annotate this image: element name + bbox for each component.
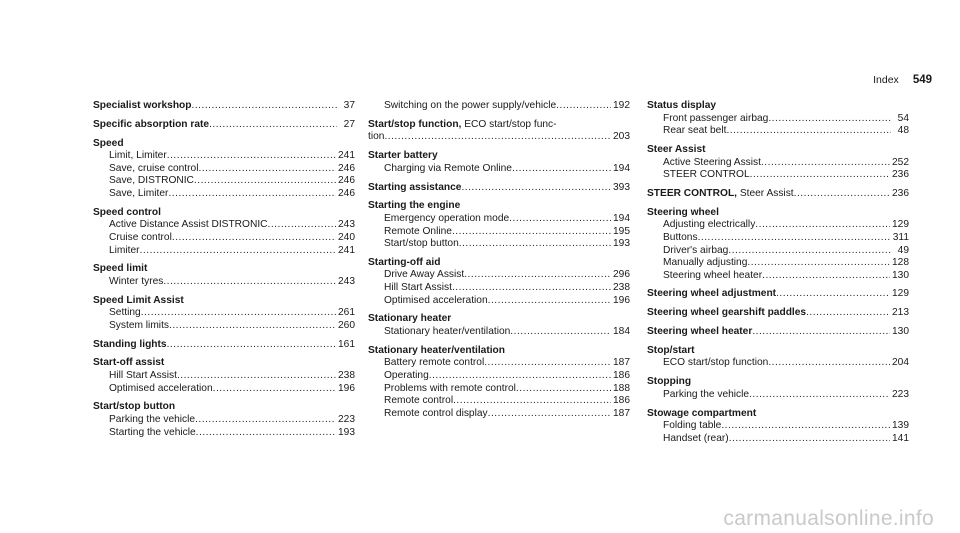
leader-dots	[213, 383, 336, 396]
index-entry-continuation[interactable]	[368, 131, 630, 144]
entry-title: STEER CONTROL,	[647, 187, 737, 199]
index-entry-line[interactable]	[93, 401, 355, 414]
page-ref: 192	[613, 100, 630, 111]
entry-text: Limiter	[109, 244, 140, 256]
index-entry	[368, 200, 630, 250]
entry-text	[368, 313, 451, 326]
entry-title: Stationary heater	[368, 313, 452, 325]
index-subentry[interactable]	[93, 219, 355, 232]
index-entry	[647, 100, 909, 138]
leader-dots	[750, 169, 890, 182]
entry-text	[93, 263, 147, 276]
index-subentry[interactable]	[93, 307, 355, 320]
page-ref: 48	[897, 125, 909, 137]
entry-text	[647, 408, 756, 421]
index-subentry[interactable]	[647, 125, 909, 138]
page-ref: 238	[613, 282, 630, 294]
entry-text: Remote Online	[384, 225, 452, 237]
index-entry	[647, 376, 909, 401]
index-entry-line[interactable]	[368, 345, 630, 358]
entry-text: Save, DISTRONIC	[109, 175, 194, 187]
index-subentry[interactable]	[93, 276, 355, 289]
index-entry	[93, 119, 355, 132]
entry-text	[647, 326, 752, 339]
page-ref: 238	[338, 370, 355, 381]
index-subentry[interactable]	[93, 383, 355, 396]
page-ref: 252	[892, 156, 909, 168]
entry-text	[647, 100, 716, 113]
entry-title: Stowage compartment	[647, 407, 757, 419]
entry-title: Steering wheel gearshift paddles	[647, 307, 807, 319]
index-entry-line[interactable]	[93, 339, 355, 352]
index-entry	[368, 182, 630, 195]
index-entry	[368, 119, 630, 144]
index-subentry[interactable]	[368, 326, 630, 339]
entry-text: Problems with remote control	[384, 382, 516, 394]
index-subentry[interactable]	[93, 163, 355, 176]
page-ref: 37	[343, 100, 355, 111]
leader-dots	[794, 188, 890, 201]
entry-title: Starting-off aid	[368, 256, 441, 268]
entry-text	[647, 307, 806, 320]
page-ref: 243	[338, 219, 355, 231]
leader-dots	[512, 163, 611, 176]
entry-inline-text: ECO start/stop func-	[461, 118, 557, 130]
leader-dots	[728, 245, 891, 258]
page-ref: 129	[892, 288, 909, 300]
leader-dots	[163, 276, 336, 289]
index-subentry[interactable]	[93, 232, 355, 245]
entry-text: tion	[368, 131, 385, 143]
entry-text	[368, 150, 438, 163]
page-ref: 141	[892, 432, 909, 444]
page-ref: 188	[613, 382, 630, 394]
index-subentry[interactable]	[647, 219, 909, 232]
index-column-3	[647, 100, 909, 445]
leader-dots	[192, 100, 337, 113]
leader-dots	[762, 270, 890, 283]
entry-text: Manually adjusting	[663, 257, 748, 269]
page-ref: 236	[892, 187, 909, 199]
leader-dots	[429, 370, 611, 383]
index-subentry[interactable]	[647, 257, 909, 270]
index-subentry[interactable]	[368, 226, 630, 239]
entry-text: Starting the vehicle	[109, 426, 196, 438]
entry-text: Battery remote control	[384, 357, 485, 369]
entry-title: Starting the engine	[368, 200, 461, 212]
entry-title: Stop/start	[647, 344, 695, 356]
index-entry	[93, 401, 355, 439]
index-entry	[368, 257, 630, 307]
index-entry	[647, 345, 909, 370]
index-subentry[interactable]	[647, 389, 909, 402]
index-entry-line[interactable]	[368, 200, 630, 213]
entry-text: Handset (rear)	[663, 432, 729, 444]
index-entry-line[interactable]	[647, 408, 909, 421]
leader-dots	[726, 125, 891, 138]
entry-text: System limits	[109, 319, 169, 331]
index-subentry[interactable]	[368, 163, 630, 176]
page-ref: 186	[613, 370, 630, 381]
index-entry-line[interactable]	[647, 144, 909, 157]
entry-text: Cruise control	[109, 231, 172, 243]
watermark: carmanualsonline.info	[723, 507, 934, 530]
entry-text	[647, 345, 695, 358]
leader-dots	[464, 269, 611, 282]
leader-dots	[556, 100, 611, 113]
page-ref: 213	[892, 307, 909, 319]
index-entry-line[interactable]	[93, 119, 355, 132]
page-ref: 186	[613, 395, 630, 407]
index-entry-line[interactable]	[647, 207, 909, 220]
leader-dots	[196, 427, 336, 440]
index-column-2	[368, 100, 630, 420]
leader-dots	[268, 219, 336, 232]
index-subentry[interactable]	[647, 157, 909, 170]
leader-dots	[177, 370, 336, 383]
entry-text: Hill Start Assist	[109, 370, 177, 381]
leader-dots	[747, 257, 890, 270]
index-entry-line[interactable]	[647, 100, 909, 113]
index-entry	[93, 263, 355, 288]
entry-text: Optimised acceleration	[384, 294, 488, 306]
leader-dots	[761, 157, 890, 170]
page-ref: 311	[892, 231, 909, 243]
entry-title: Steer Assist	[647, 143, 706, 155]
index-subentry[interactable]	[647, 270, 909, 283]
page-ref: 139	[892, 420, 909, 432]
index-subentry[interactable]	[647, 357, 909, 370]
entry-text: Limit, Limiter	[109, 150, 167, 162]
leader-dots	[459, 238, 611, 251]
page-ref: 204	[892, 357, 909, 369]
index-subentry[interactable]	[368, 395, 630, 408]
index-entry	[647, 207, 909, 283]
entry-text: Drive Away Assist	[384, 269, 465, 281]
page-ref: 130	[892, 326, 909, 338]
index-entry	[368, 313, 630, 338]
page-ref: 246	[338, 187, 355, 199]
section-label: Index	[873, 74, 899, 86]
index-subentry[interactable]	[93, 175, 355, 188]
leader-dots	[168, 188, 336, 201]
index-subentry[interactable]	[93, 320, 355, 333]
page-ref: 246	[338, 175, 355, 187]
entry-text	[93, 339, 167, 352]
entry-title: Speed	[93, 137, 124, 149]
entry-inline-text: Steer Assist	[737, 187, 794, 199]
entry-title: Starter battery	[368, 150, 438, 162]
entry-title: Stopping	[647, 376, 692, 388]
index-entry	[93, 357, 355, 395]
index-entry-continued	[368, 100, 630, 113]
entry-text	[93, 100, 192, 113]
index-subentry[interactable]	[368, 282, 630, 295]
index-entry	[647, 408, 909, 446]
entry-text: Setting	[109, 307, 141, 319]
leader-dots	[195, 414, 336, 427]
index-column-1	[93, 100, 355, 439]
entry-text: Emergency operation mode	[384, 212, 510, 224]
page-ref: 223	[892, 388, 909, 400]
leader-dots	[452, 226, 611, 239]
leader-dots	[488, 408, 611, 421]
page-ref: 246	[338, 162, 355, 174]
page-ref: 203	[613, 131, 630, 143]
entry-text	[368, 119, 557, 132]
entry-text: Buttons	[663, 231, 698, 243]
leader-dots	[806, 307, 890, 320]
leader-dots	[755, 219, 890, 232]
entry-text: Start/stop button	[384, 238, 459, 250]
page-ref: 241	[338, 150, 355, 162]
entry-text	[93, 295, 184, 308]
entry-text	[647, 288, 776, 301]
leader-dots	[384, 131, 611, 144]
entry-text: Folding table	[663, 420, 722, 432]
entry-title: Speed control	[93, 206, 161, 218]
index-subentry[interactable]	[647, 113, 909, 126]
index-entry	[93, 138, 355, 201]
page-ref: 236	[892, 169, 909, 181]
leader-dots	[749, 389, 890, 402]
leader-dots	[516, 383, 611, 396]
leader-dots	[484, 357, 611, 370]
index-subentry[interactable]	[368, 295, 630, 308]
leader-dots	[698, 232, 891, 245]
page-ref: 161	[338, 338, 355, 350]
index-subentry[interactable]	[368, 213, 630, 226]
leader-dots	[452, 282, 611, 295]
index-entry-line[interactable]	[647, 307, 909, 320]
entry-text: Save, cruise control	[109, 162, 199, 174]
index-entry-line[interactable]	[93, 357, 355, 370]
leader-dots	[510, 326, 611, 339]
entry-title: Standing lights	[93, 338, 167, 350]
page-ref: 260	[338, 319, 355, 331]
index-entry	[647, 307, 909, 320]
entry-text	[647, 376, 691, 389]
entry-text: Front passenger airbag	[663, 112, 769, 124]
index-entry-line[interactable]	[93, 138, 355, 151]
index-subentry[interactable]	[93, 414, 355, 427]
index-subentry[interactable]	[647, 232, 909, 245]
entry-text: Stationary heater/ventilation	[384, 326, 511, 338]
page-ref: 130	[892, 269, 909, 281]
entry-text: Hill Start Assist	[384, 282, 452, 294]
index-entry-line[interactable]	[647, 376, 909, 389]
index-entry	[93, 295, 355, 333]
index-subentry[interactable]	[368, 269, 630, 282]
page-ref: 193	[338, 426, 355, 438]
entry-text: Parking the vehicle	[663, 388, 750, 400]
entry-title: Start-off assist	[93, 357, 165, 369]
leader-dots	[509, 213, 611, 226]
page-ref: 187	[613, 357, 630, 369]
leader-dots	[488, 295, 611, 308]
index-subentry[interactable]	[647, 245, 909, 258]
entry-text: Parking the vehicle	[109, 413, 196, 425]
entry-text	[368, 345, 505, 358]
page-ref: 193	[613, 238, 630, 250]
entry-title: Specific absorption rate	[93, 118, 210, 130]
entry-title: Steering wheel adjustment	[647, 288, 777, 300]
index-subentry[interactable]	[647, 420, 909, 433]
entry-text: Driver's airbag	[663, 244, 729, 256]
index-subentry[interactable]	[368, 238, 630, 251]
entry-text: Save, Limiter	[109, 187, 169, 199]
page-ref: 223	[338, 413, 355, 425]
index-entry-line[interactable]	[93, 263, 355, 276]
index-subentry[interactable]	[93, 188, 355, 201]
entry-title: Speed limit	[93, 263, 148, 275]
entry-title: Starting assistance	[368, 181, 462, 193]
entry-title: Stationary heater/ventilation	[368, 344, 505, 356]
index-entry-line[interactable]	[368, 182, 630, 195]
index-entry-line[interactable]	[647, 326, 909, 339]
entry-text	[647, 144, 706, 157]
index-entry	[647, 326, 909, 339]
index-entry-line[interactable]	[368, 313, 630, 326]
index-subentry[interactable]	[647, 169, 909, 182]
page-ref: 196	[613, 294, 630, 306]
index-subentry[interactable]	[368, 357, 630, 370]
index-entry	[93, 207, 355, 257]
entry-title: Status display	[647, 100, 717, 111]
index-entry-line[interactable]	[368, 257, 630, 270]
leader-dots	[140, 245, 336, 258]
index-subentry[interactable]	[93, 370, 355, 383]
index-subentry[interactable]	[647, 433, 909, 446]
entry-text	[93, 357, 164, 370]
leader-dots	[729, 433, 890, 446]
index-entry-line[interactable]	[368, 119, 630, 132]
page-ref: 241	[338, 244, 355, 256]
entry-text: Operating	[384, 370, 429, 381]
page-number: 549	[912, 74, 932, 86]
entry-text: Active Steering Assist	[663, 156, 761, 168]
index-entry	[647, 144, 909, 182]
page-ref: 296	[613, 269, 630, 281]
entry-text	[93, 401, 175, 414]
index-subentry[interactable]	[368, 370, 630, 383]
index-entry-line[interactable]	[93, 295, 355, 308]
entry-text	[368, 200, 460, 213]
index-subentry[interactable]	[368, 100, 630, 113]
entry-title: Speed Limit Assist	[93, 294, 184, 306]
entry-title: Start/stop function,	[368, 118, 462, 130]
page-ref: 27	[343, 118, 355, 130]
entry-text: ECO start/stop function	[663, 357, 769, 369]
page-ref: 187	[613, 407, 630, 419]
entry-title: Specialist workshop	[93, 100, 192, 111]
leader-dots	[167, 339, 336, 352]
entry-text	[93, 207, 161, 220]
entry-text	[93, 119, 209, 132]
leader-dots	[141, 307, 336, 320]
index-entry-line[interactable]	[368, 150, 630, 163]
index-entry	[93, 100, 355, 113]
page-ref: 261	[338, 307, 355, 319]
page-ref: 129	[892, 219, 909, 231]
page-ref: 49	[897, 244, 909, 256]
index-subentry[interactable]	[93, 245, 355, 258]
entry-title: Start/stop button	[93, 401, 176, 413]
leader-dots	[752, 326, 890, 339]
leader-dots	[198, 163, 336, 176]
entry-text: STEER CONTROL	[663, 169, 750, 181]
index-entry	[93, 339, 355, 352]
index-entry-line[interactable]	[93, 100, 355, 113]
leader-dots	[169, 320, 336, 333]
leader-dots	[194, 175, 336, 188]
page-ref: 240	[338, 231, 355, 243]
leader-dots	[768, 357, 890, 370]
index-entry	[368, 150, 630, 175]
index-entry-line[interactable]	[647, 345, 909, 358]
entry-text	[647, 188, 794, 201]
page-ref: 195	[613, 225, 630, 237]
entry-text: Optimised acceleration	[109, 382, 213, 394]
entry-text: Remote control display	[384, 407, 488, 419]
index-entry	[368, 345, 630, 421]
page-ref: 194	[613, 212, 630, 224]
leader-dots	[172, 232, 336, 245]
entry-text: Winter tyres	[109, 275, 164, 287]
entry-text	[93, 138, 124, 151]
leader-dots	[167, 150, 336, 163]
leader-dots	[776, 288, 890, 301]
index-subentry[interactable]	[93, 150, 355, 163]
leader-dots	[453, 395, 611, 408]
entry-text	[368, 182, 461, 195]
entry-text: Adjusting electrically	[663, 219, 756, 231]
page-ref: 54	[897, 112, 909, 124]
index-subentry[interactable]	[368, 408, 630, 421]
entry-text: Steering wheel heater	[663, 269, 763, 281]
entry-title: Steering wheel heater	[647, 326, 753, 338]
page-ref: 194	[613, 162, 630, 174]
leader-dots	[768, 113, 891, 126]
index-entry	[647, 288, 909, 301]
index-subentry[interactable]	[368, 383, 630, 396]
index-subentry[interactable]	[93, 427, 355, 440]
index-entry-line[interactable]	[647, 288, 909, 301]
leader-dots	[209, 119, 337, 132]
subentry-text: Switching on the power supply/vehicle	[384, 100, 557, 111]
entry-text: Active Distance Assist DISTRONIC	[109, 219, 268, 231]
leader-dots	[461, 182, 611, 195]
index-entry-line[interactable]	[93, 207, 355, 220]
entry-text: Charging via Remote Online	[384, 162, 512, 174]
entry-text	[368, 257, 440, 270]
page-ref: 184	[613, 326, 630, 338]
page-ref: 243	[338, 275, 355, 287]
page-ref: 393	[613, 181, 630, 193]
entry-text: Rear seat belt	[663, 125, 727, 137]
index-entry-line[interactable]	[647, 188, 909, 201]
leader-dots	[721, 420, 890, 433]
page-header	[873, 74, 932, 86]
entry-text	[647, 207, 719, 220]
index-entry	[647, 188, 909, 201]
page-ref: 196	[338, 382, 355, 394]
page-ref: 128	[892, 257, 909, 269]
entry-title: Steering wheel	[647, 206, 719, 218]
entry-text: Remote control	[384, 395, 454, 407]
